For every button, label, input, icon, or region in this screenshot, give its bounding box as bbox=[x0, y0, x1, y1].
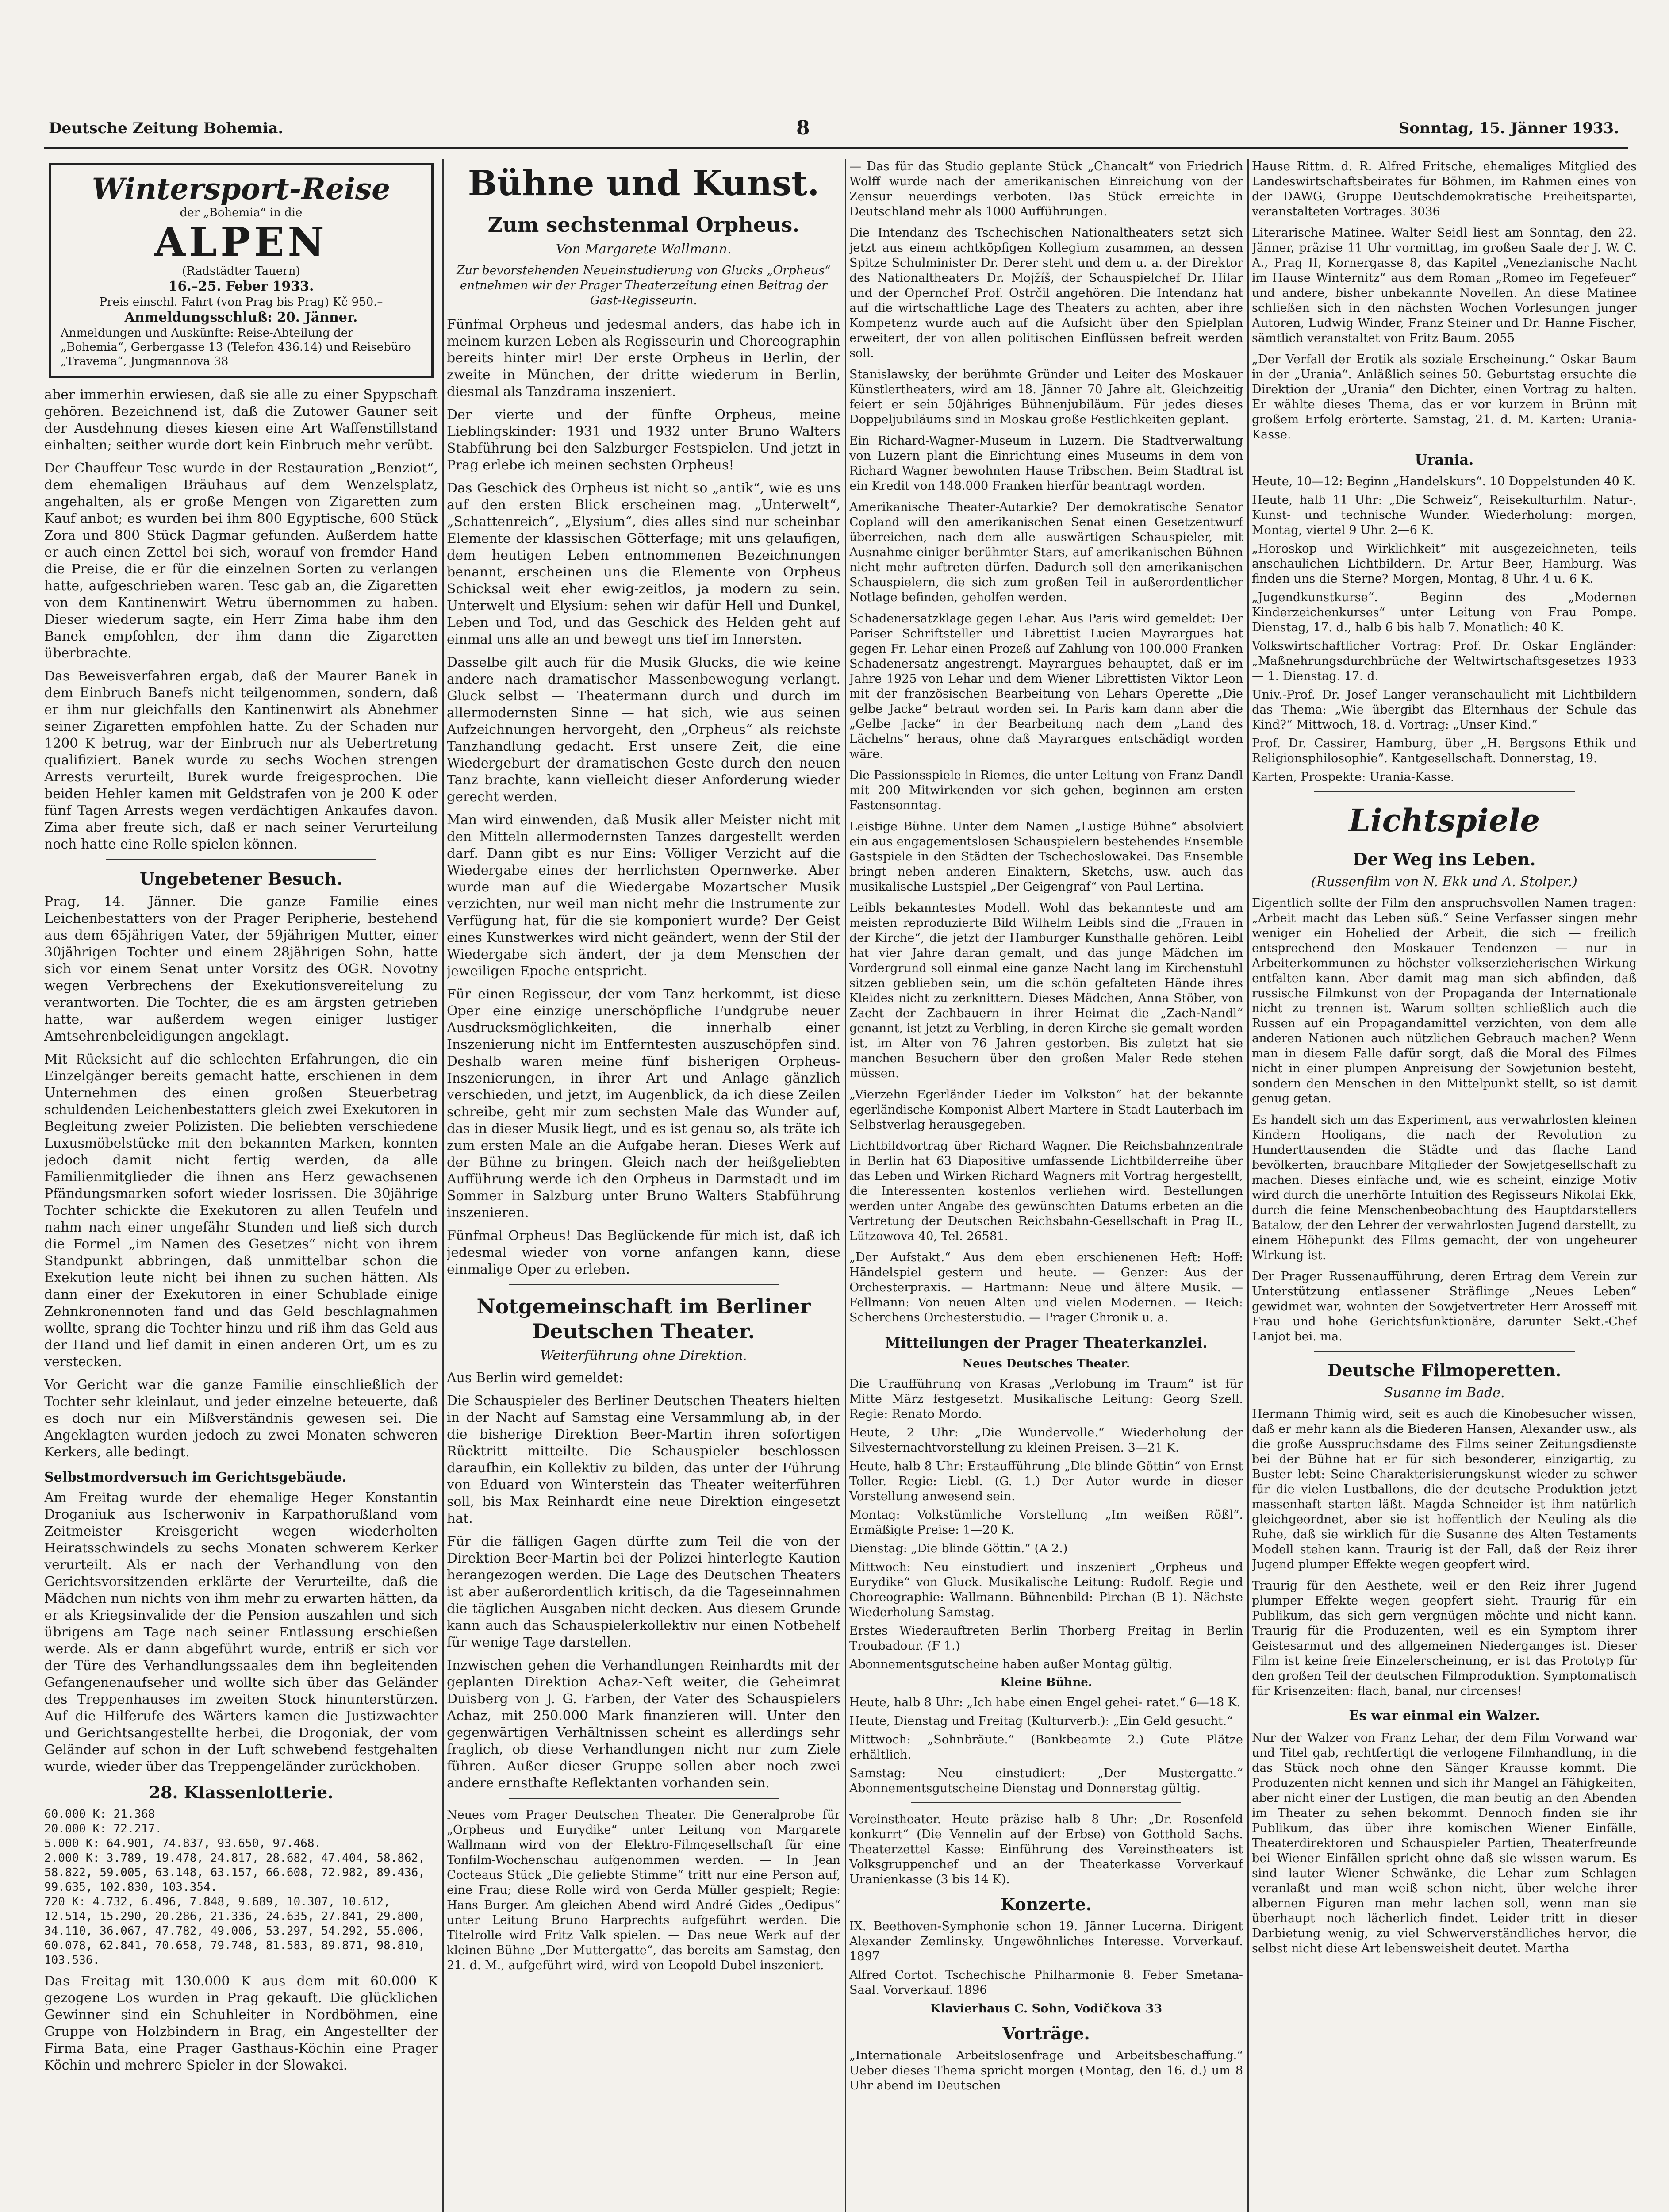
article-heading: Urania. bbox=[1415, 451, 1474, 468]
theater-listing: Montag: Volkstümliche Vorstellung „Im weißen Rößl“. Ermäßigte Preise: 1—20 K. bbox=[849, 1508, 1243, 1537]
news-item: „Internationale Arbeitslosenfrage und Arbeitsbeschaffung.“ Ueber dieses Thema spricht morgen (Montag, den 16. d.) um 8 Uhr abend im Deutschen bbox=[849, 2049, 1243, 2093]
theater-name: Kleine Bühne. bbox=[1000, 1676, 1092, 1689]
column-divider bbox=[442, 159, 444, 2212]
article-paragraph: Am Freitag wurde der ehemalige Heger Konstantin Droganiuk aus Ischerwoniv in Karpathorußland vom Zeitmeister Kreisgericht wegen wiederholten Heiratsschwindels zu sechs Monaten schwerem Kerker verurteilt. Als er nach der Verhandlung von den Gerichtsvorsitzenden erklärte der Verurteilte, daß die Mädchen nun nichts von ihm mehr zu erwarten hätten, da er als Kriegsinvalide der die Pension auszahlen und sich übrigens am Tage nach seiner Entlassung erschießen werde. Als er dann abgeführt wurde, entriß er sich vor der Türe des Verhandlungssaales dem ihn begleitenden Gefangenenaufseher und wollte sich über das Geländer des Treppenhauses im zweiten Stock hinunterstürzen. Auf die Hilferufe des Wärters kamen die Justizwachter und Gerichtsangestellte herbei, die Drogoniak, der vom Geländer auf schon in der Luft schwebend festgehalten wurde, wieder über das Treppengeländer zurückhoben. bbox=[44, 1490, 438, 1774]
news-item: „Der Verfall der Erotik als soziale Erscheinung.“ Oskar Baum in der „Urania“. Anläßlich seines 50. Geburtstag ersuchte die Direktion der „Urania“ den Dichter, einen Vortrag zu halten. Er wählte dieses Thema, das er vor kurzem in Brünn mit großem Erfolg erörterte. Samstag, 21. d. M. Karten: Urania-Kasse. bbox=[1252, 353, 1637, 442]
article-heading: Vorträge. bbox=[1002, 2024, 1090, 2043]
header-masthead: Deutsche Zeitung Bohemia. bbox=[49, 119, 284, 137]
ad-contact: Anmeldungen und Auskünfte: Reise-Abteilung der „Bohemia“, Gerbergasse 13 (Telefon 436.14) und Reisebüro „Travema“, Jungmannova 38 bbox=[61, 326, 411, 368]
urania-listing: Heute, halb 11 Uhr: „Die Schweiz“, Reisekulturfilm. Natur-, Kunst- und technische Wunder. Wiederholung: morgen, Montag, viertel 9 Uhr. 2—6 K. bbox=[1252, 493, 1637, 537]
article-subheading: Susanne im Bade. bbox=[1384, 1385, 1505, 1401]
news-item: Leibls bekanntestes Modell. Wohl das bekannteste und am meisten reproduzierte Bild Wilhelm Leibls sind die „Frauen in der Kirche“, die jetzt der Hamburger Kunsthalle gehören. Leibl hat vier Jahre daran gemalt, und das junge Mädchen im Vordergrund soll einmal eine ganze Nacht lang im Kirchenstuhl sitzen geblieben sein, um die schön gefalteten Hände ihres Kleides nicht zu zerknittern. Dieses Mädchen, Anna Stöber, von Zacht der Zachbauern in ihrer Heimat die „Zach-Nandl“ genannt, ist jetzt zu Verbling, in deren Kirche sie gemalt worden ist, im Alter von 76 Jahren gestorben. Bis zuletzt hat sie manchen Besuchern über den großen Maler Rede stehen müssen. bbox=[849, 901, 1243, 1080]
ad-dates: 16.–25. Feber 1933. bbox=[168, 279, 314, 294]
article-heading: Es war einmal ein Walzer. bbox=[1349, 1708, 1540, 1724]
news-item: Lichtbildvortrag über Richard Wagner. Die Reichsbahnzentrale in Berlin hat 63 Diapositive umfassende Lichtbilderreihe über das Leben und Wirken Richard Wagners mit Vortrag hergestellt, die Interessenten kostenlos verliehen wird. Bestellungen werden unter Angabe des gewünschten Datums erbeten an die Vertretung der Deutschen Reichsbahn-Gesellschaft in Prag II., Lützowova 40, Tel. 26581. bbox=[849, 1139, 1243, 1243]
column-3 bbox=[849, 159, 1243, 2212]
article-paragraph: Hermann Thimig wird, seit es auch die Kinobesucher wissen, daß er mehr kann als die Biederen Hansen, Alexander usw., als die große Ausspruchsdame des Films seiner Zeitungsdienste bei der Bühne hat er für sich besonderer, einzigartig, zu Buster lebt: Seine Charakterisierungskunst wieder zu schwer für die vielen Lustballons, die der deutsche Produktion jetzt massenhaft starten läßt. Magda Schneider ist ihm natürlich gleichgeordnet, aber sie ist hoffentlich der Neuling als die Ruhe, daß sie wirklich für die Susanne des Alten Testaments Modell stehen kann. Traurig ist der Fall, daß der Reiz ihrer Jugend plumper Effekte wegen geopfert wird. bbox=[1252, 1407, 1637, 1571]
ad-deadline: Anmeldungsschluß: 20. Jänner. bbox=[124, 310, 358, 325]
ad-line: der „Bohemia“ in die bbox=[180, 206, 303, 219]
theater-listing: Mittwoch: Neu einstudiert und inszeniert „Orpheus und Eurydike“ von Gluck. Musikalische Leitung: Rudolf. Regie und Choreographie: Wallmann. Bühnenbild: Pirchan (B 1). Nächste Wiederholung Samstag. bbox=[849, 1560, 1243, 1619]
article-heading: Konzerte. bbox=[1001, 1894, 1092, 1914]
column-4 bbox=[1252, 159, 1637, 2212]
article-heading: Mitteilungen der Prager Theaterkanzlei. bbox=[885, 1334, 1208, 1351]
theater-listing: Vereinstheater. Heute präzise halb 8 Uhr: „Dr. Rosenfeld konkurrt“ (Die Vennelin auf der Erbse) von Gotthold Sachs. Theaterzettel Kasse: Einführung des Vereinstheaters ist Volksgruppenchef und an der Theaterkasse Vorverkauf Uranienkasse (3 bis 14 K). bbox=[849, 1813, 1243, 1886]
newspaper-page bbox=[35, 18, 1637, 2212]
concert-listing: Alfred Cortot. Tschechische Philharmonie 8. Feber Smetana-Saal. Vorverkauf. 1896 bbox=[849, 1968, 1243, 1997]
article-paragraph: Traurig für den Aesthete, weil er den Reiz ihrer Jugend plumper Effekte wegen geopfert sieht. Traurig für ein Publikum, das sich gern vergnügen möchte und nicht kann. Traurig für die Produzenten, weil es ein Symptom ihrer Geistesarmut und des allgemeinen Niederganges ist. Dieser Film ist keine freie Einzelerscheinung, er ist das Prototyp für den großen Teil der deutschen Filmproduktion. Symptomatisch für Krisenzeiten: flach, banal, nur circenses! bbox=[1252, 1579, 1637, 1698]
article-heading: Zum sechstenmal Orpheus. bbox=[487, 213, 800, 237]
theater-listing: Die Uraufführung von Krasas „Verlobung im Traum“ ist für Mitte März festgesetzt. Musikalische Leitung: Georg Szell. Regie: Renato Mordo. bbox=[849, 1377, 1243, 1421]
theater-listing: Abonnementsgutscheine haben außer Montag gültig. bbox=[849, 1658, 1173, 1671]
theater-listing: Heute, halb 8 Uhr: „Ich habe einen Engel gehei- ratet.“ 6—18 K. bbox=[849, 1696, 1241, 1709]
article-paragraph: Neues vom Prager Deutschen Theater. Die Generalprobe für „Orpheus und Eurydike“ unter Leitung von Margarete Wallmann wird von der Elektro-Filmgesellschaft für eine Tonfilm-Wochenschau aufgenommen werden. — In Jean Cocteaus Stück „Die geliebte Stimme“ tritt nur eine Person auf, eine Frau; diese Rolle wird von Gerda Müller gespielt; Regie: Hans Burger. Am gleichen Abend wird André Gides „Oedipus“ unter Leitung Bruno Harprechts aufgeführt werden. Die Titelrolle wird Fritz Valk spielen. — Das neue Werk auf der kleinen Bühne „Der Muttergatte“, das bereits am Samstag, den 21. d. M., aufgeführt wird, wird von Leopold Dubel inszeniert. bbox=[447, 1808, 840, 1972]
article-paragraph: Das Freitag mit 130.000 K aus dem mit 60.000 K gezogene Los wurden in Prag gekauft. Die glücklichen Gewinner sind ein Schuhleiter in Nordböhmen, eine Gruppe von Holzbindern in Brag, ein Angestellter der Firma Bata, eine Prager Gasthaus-Köchin eine Prager Köchin und mehrere Spieler in der Slowakei. bbox=[44, 1974, 438, 2073]
ad-price: Preis einschl. Fahrt (von Prag bis Prag) Kč 950.– bbox=[99, 296, 383, 309]
news-item: Leistige Bühne. Unter dem Namen „Lustige Bühne“ absolviert ein aus engagementslosen Schauspielern bestehendes Ensemble Gastspiele in den Städten der Tschechoslowakei. Das Ensemble bringt neben anderen Einaktern, Sketchs, usw. auch das musikalische Lustspiel „Der Geigengraf“ von Paul Lertina. bbox=[849, 820, 1243, 894]
news-item: Literarische Matinee. Walter Seidl liest am Sonntag, den 22. Jänner, präzise 11 Uhr vormittag, im großen Saale der J. W. C. A., Prag II, Kornergasse 8, das Kapitel „Venezianische Nacht im Hause Winternitz“ aus dem Roman „Romeo im Fegefeuer“ und andere, bisher unbekannte Novellen. An diese Matinee schließen sich in den nächsten Wochen Vorlesungen junger Autoren, Ludwig Winder, Franz Steiner und Dr. Hanne Fischer, sämtlich veranstaltet von Fritz Baum. 2055 bbox=[1252, 226, 1637, 345]
concert-listing: Klavierhaus C. Sohn, Vodičkova 33 bbox=[930, 2002, 1163, 2016]
ad-destination: ALPEN bbox=[154, 219, 328, 265]
article-paragraph: Der Prager Russenaufführung, deren Ertrag dem Verein zur Unterstützung entlassener Sträflinge „Neues Leben“ gewidmet war, wohnten der Sowjetvertreter Herr Arosseff mit Frau und hohe Gerichtsfunktionäre, darunter Sekt.-Chef Lanjot bei. ma. bbox=[1252, 1270, 1637, 1344]
header-date: Sonntag, 15. Jänner 1933. bbox=[1398, 119, 1619, 137]
concert-listing: IX. Beethoven-Symphonie schon 19. Jänner Lucerna. Dirigent Alexander Zemlinsky. Ungewöhnliches Interesse. Vorverkauf. 1897 bbox=[849, 1920, 1243, 1963]
news-item: Die Passionsspiele in Riemes, die unter Leitung von Franz Dandl mit 200 Mitwirkenden vor sich gehen, beginnen am ersten Fastensonntag. bbox=[849, 768, 1243, 812]
article-paragraph: Nur der Walzer von Franz Lehar, der dem Film Vorwand war und Titel gab, rechtfertigt die verlogene Filmhandlung, in die das Stück noch ohne den Sänger Krausse kommt. Die Produzenten nicht kennen und sich ihr Mangel an Fähigkeiten, aber nicht einer der Lustigen, die man beutig an den Abenden im Theater zu sehen bekommt. Dennoch finden sie ihr Publikum, das über ihre komischen Wiener Einfälle, Theaterdirektoren und Schauspieler Partien, Theaterfreunde bei Wiener Einfällen spricht ohne daß sie wissen warum. Es sind lauter Wiener Schwänke, die Lehar zum Schlagen veranlaßt und man weiß schon nicht, über welche ihrer albernen Figuren man mehr lachen soll, wenn man sie überhaupt noch lächerlich findet. Leider tritt in dieser Darbietung wenig, zu viel Schwerverständliches hervor, die selbst nicht diese Art lebensweisheit deutet. Martha bbox=[1252, 1731, 1637, 1955]
article-paragraph: Dasselbe gilt auch für die Musik Glucks, die wie keine andere nach dramatischer Massenbewegung verlangt. Gluck selbst — Theatermann durch und durch im allermodernsten Sinne — hat sich, wie aus seinen Aufzeichnungen hervorgeht, den „Orpheus“ als reichste Tanzhandlung gedacht. Erst unsere Zeit, die eine Wiedergeburt der dramatischen Geste durch den neuen Tanz brachte, kann vielleicht dieser Anforderung wieder gerecht werden. bbox=[447, 655, 840, 805]
article-paragraph: Fünfmal Orpheus und jedesmal anders, das habe ich in meinem kurzen Leben als Regisseurin und Choreographin bereits hinter mir! Der erste Orpheus in Berlin, der zweite in München, der dritte wiederum in Berlin, diesmal als Tanzdrama inszeniert. bbox=[447, 317, 840, 399]
article-paragraph: Für einen Regisseur, der vom Tanz herkommt, ist diese Oper eine einzige unerschöpfliche Fundgrube neuer Ausdrucksmöglichkeiten, die innerhalb einer Inszenierung nicht im Entferntesten auszuschöpfen sind. Deshalb waren meine fünf bisherigen Orpheus-Inszenierungen, in ihrer Art und Anlage gänzlich verschieden, und jetzt, im Augenblick, da ich diese Zeilen schreibe, geht mir zum sechsten Male das Wunder auf, das in dieser Musik liegt, und es ist genau so, als träte ich zum ersten Male an die Aufgabe heran. Dieses Werk auf der Bühne zu bringen. Gleich nach der heißgeliebten Aufführung werde ich den Orpheus in Darmstadt und im Sommer in Salzburg unter Bruno Walters Stabführung inszenieren. bbox=[447, 987, 840, 1221]
column-divider bbox=[845, 159, 846, 2212]
article-paragraph: Es handelt sich um das Experiment, aus verwahrlosten kleinen Kindern Hooligans, die nach der Revolution zu Hunderttausenden die Städte und das flache Land bevölkerten, brauchbare Mitglieder der Sowjetgesellschaft zu machen. Dieses einfache und, wie es scheint, einzige Motiv wird durch die unerhörte Intuition des Regisseurs Nikolai Ekk, durch die feine Menschenbeobachtung des Hauptdarstellers Batalow, der den Lehrer der verwahrlosten Jugend darstellt, zu einem Höhepunkt des Films gemacht, der von ungeheurer Wirkung ist. bbox=[1252, 1113, 1637, 1262]
article-paragraph: Mit Rücksicht auf die schlechten Erfahrungen, die ein Einzelgänger bereits gemacht hatte, erschienen in dem Unternehmen des einen großen Steuerbetrag schuldenden Leichenbestatters gleich zwei Exekutoren in Begleitung zweier Polizisten. Die beliebten verschiedene Luxusmöbelstücke mit den bekannten Marken, konnten jedoch damit nicht fertig werden, da alle Familienmitglieder die ihnen ans Herz gewachsenen Pfändungsmarken sofort wieder losrissen. Die 30jährige Tochter schickte die Exekutoren zu allen Teufeln und nahm nach einer ungefähr Stunden und ließ sich durch die Formel „im Namen des Gesetzes“ nicht von ihrem Standpunkt abbringen, daß unmittelbar schon die Exekution leute nicht bei ihnen zu suchen hätten. Als dann einer der Exekutoren in einer Schublade einige Zehnkronennoten fand und das Geld beschlagnahmen wollte, sprang die Tochter hinzu und riß ihm das Geld aus der Hand und lief damit in einen anderen Ort, um es zu verstecken. bbox=[44, 1052, 438, 1370]
article-heading: Der Weg ins Leben. bbox=[1353, 849, 1536, 869]
article-subheading: Weiterführung ohne Direktion. bbox=[540, 1348, 747, 1363]
section-separator bbox=[911, 1802, 1181, 1803]
theater-listing: Heute, Dienstag und Freitag (Kulturverb.): „Ein Geld gesucht.“ bbox=[849, 1714, 1233, 1728]
news-item: Die Intendanz des Tschechischen Nationaltheaters setzt sich jetzt aus einem achtköpfigen Kollegium zusammen, an dessen Spitze Schulminister Dr. Derer steht und dem u. a. der Direktor des Nationaltheaters Dr. Mojžíš, der Schauspielchef Dr. Hilar und der Opernchef Prof. Ostrčil angehören. Die Intendanz hat auf die wirtschaftliche Lage des Theaters zu achten, aber ihre Kompetenz wurde auch auf die Aufsicht über den Spielplan erweitert, der von allen politischen Einflüssen befreit werden soll. bbox=[849, 226, 1243, 360]
ad-title: Wintersport-Reise bbox=[92, 172, 391, 206]
article-paragraph: Aus Berlin wird gemeldet: bbox=[447, 1370, 623, 1386]
news-item: Ein Richard-Wagner-Museum in Luzern. Die Stadtverwaltung von Luzern plant die Einrichtung eines Museums in dem von Richard Wagner bewohnten Hause Tribschen. Beim Stadtrat ist ein Kredit von 148.000 Franken hierfür beantragt worden. bbox=[849, 434, 1243, 493]
section-separator bbox=[509, 1798, 779, 1799]
article-heading: 28. Klassenlotterie. bbox=[149, 1782, 334, 1802]
article-paragraph: Für die fälligen Gagen dürfte zum Teil die von der Direktion Beer-Martin bei der Polizei hinterlegte Kaution herangezogen werden. Die Lage des Deutschen Theaters ist aber außerordentlich kritisch, da die Tageseinnahmen die täglichen Ausgaben nicht decken. Aus diesem Grunde kann auch das Schauspielerkollektiv nur einen Notbehelf für wenige Tage darstellen. bbox=[447, 1534, 840, 1650]
urania-listing: Univ.-Prof. Dr. Josef Langer veranschaulicht mit Lichtbildern das Thema: „Wie übergibt das Elternhaus der Schule das Kind?“ Mittwoch, 18. d. Vortrag: „Unser Kind.“ bbox=[1252, 688, 1637, 732]
article-subheading: (Russenfilm von N. Ekk und A. Stolper.) bbox=[1311, 874, 1577, 890]
news-item: Stanislawsky, der berühmte Gründer und Leiter des Moskauer Künstlertheaters, wird am 18. Jänner 70 Jahre alt. Gleichzeitig feiert er sein 50jähriges Bühnenjubiläum. Für jedes dieses Doppeljubiläums sind in Moskau große Festlichkeiten geplant. bbox=[849, 368, 1243, 426]
wintersport-ad bbox=[49, 163, 434, 378]
article-paragraph: Prag, 14. Jänner. Die ganze Familie eines Leichenbestatters von der Prager Peripherie, bestehend aus dem 65jährigen Vater, der 59jährigen Mutter, einer 30jährigen Tochter und einem 28jährigen Sohn, hatte sich vor einem Senat unter Vorsitz des OGR. Novotny wegen Verbrechens der Exekutionsvereitelung zu verantworten. Die Tochter, die es am ärgsten getrieben hatte, war außerdem wegen einiger lustiger Amtsehrenbeleidigungen angeklagt. bbox=[44, 894, 438, 1044]
urania-listing: Volkswirtschaftlicher Vortrag: Prof. Dr. Oskar Engländer: „Maßnehrungsdurchbrüche der Weltwirtschaftsgesetzes 1933 — 1. Dienstag. 17. d. bbox=[1252, 639, 1637, 683]
theater-listing: Mittwoch: „Sohnbräute.“ (Bankbeamte 2.) Gute Plätze erhältlich. bbox=[849, 1733, 1243, 1762]
article-paragraph: Das Beweisverfahren ergab, daß der Maurer Banek in dem Einbruch Banefs nicht teilgenommen, sondern, daß er ihm nur gleichfalls den Kantinenwirt als Abnehmer seiner Zigaretten empfohlen hatte. Zu der Schaden nur 1200 K betrug, war der Einbruch nur als Uebertretung qualifiziert. Banek wurde zu sechs Wochen strengen Arrests verurteilt, Burek wurde freigesprochen. Die beiden Hehler kamen mit Geldstrafen von je 200 K oder fünf Tagen Arrests wegen verdächtigen Ankaufes davon. Zima aber freute sich, daß er nach seiner Verurteilung noch hatte eine Rolle spielen können. bbox=[44, 668, 438, 852]
article-paragraph: aber immerhin erwiesen, daß sie alle zu einer Spypschaft gehören. Bezeichnend ist, daß die Zutower Gauner seit der Ausdehnung dieses kiesen eine Art Waffenstillstand einhalten; seither wurde dort kein Einbruch mehr verübt. bbox=[44, 387, 438, 453]
article-heading: Selbstmordversuch im Gerichtsgebäude. bbox=[44, 1470, 347, 1485]
theater-listing: Samstag: Neu einstudiert: „Der Mustergatte.“ Abonnementsgutscheine Dienstag und Donnerstag gültig. bbox=[849, 1767, 1243, 1795]
news-item: Hause Rittm. d. R. Alfred Fritsche, ehemaliges Mitglied des Landeswirtschaftsbeirates für Böhmen, im Rahmen eines von der DAWG, Gruppe Deutschdemokratische Freiheitspartei, veranstalteten Vortrages. 3036 bbox=[1252, 160, 1637, 219]
news-item: Schadenersatzklage gegen Lehar. Aus Paris wird gemeldet: Der Pariser Schriftsteller und Librettist Lucien Mayrargues hat gegen Fr. Lehar einen Prozeß auf Zahlung von 100.000 Franken Schadenersatz angestrengt. Mayrargues behauptet, daß er im Jahre 1925 von Lehar und dem Wiener Librettisten Viktor Leon mit der französischen Bearbeitung von Lehars Operette „Die gelbe Jacke“ betraut worden sei. In Paris kam dann aber die „Gelbe Jacke“ in der Bearbeitung nach dem „Land des Lächelns“ heraus, ohne daß Mayrargues entschädigt worden wäre. bbox=[849, 612, 1243, 761]
theater-name: Neues Deutsches Theater. bbox=[962, 1357, 1130, 1371]
urania-listing: Heute, 10—12: Beginn „Handelskurs“. 10 Doppelstunden 40 K. bbox=[1252, 475, 1636, 488]
page-header bbox=[35, 119, 1637, 146]
article-heading: Notgemeinschaft im Berliner Deutschen Theater. bbox=[476, 1294, 811, 1343]
section-separator bbox=[1314, 1351, 1575, 1352]
article-paragraph: Der vierte und der fünfte Orpheus, meine Lieblingskinder: 1931 und 1932 unter Bruno Walters Stabführung bei den Salzburger Festspielen. Und jetzt in Prag erlebe ich meinen sechsten Orpheus! bbox=[447, 407, 840, 473]
urania-listing: „Horoskop und Wirklichkeit“ mit ausgezeichneten, teils anschaulichen Lichtbildern. Dr. Artur Beer, Hamburg. Was finden uns die Sterne? Morgen, Montag, 8 Uhr. 4 u. 6 K. bbox=[1252, 542, 1637, 586]
header-rule bbox=[44, 147, 1628, 149]
news-item: — Das für das Studio geplante Stück „Chancalt“ von Friedrich Wolff wurde nach der amerikanischen Einreichung von der Zensur neuerdings verboten. Das Stück erreichte in Deutschland mehr als 1000 Aufführungen. bbox=[849, 160, 1243, 219]
header-page-number: 8 bbox=[796, 117, 810, 139]
article-paragraph: Man wird einwenden, daß Musik aller Meister nicht mit den Mitteln allermodernsten Tanzes dargestellt werden darf. Dann gibt es nur Eins: Völliger Verzicht auf die Wiedergabe eines der herrlichsten Opernwerke. Aber wurde man auf die Wiedergabe Mozartscher Musik verzichten, nur weil man nicht mehr die Instrumente zur Verfügung hat, für die sie komponiert wurde? Der Geist eines Kunstwerkes wird nicht geändert, wenn der Stil der Wiedergabe sich ändert, der ja dem Menschen der jeweiligen Epoche entspricht. bbox=[447, 812, 840, 979]
news-item: „Vierzehn Egerländer Lieder im Volkston“ hat der bekannte egerländische Komponist Albert Martere in Stadt Lauterbach im Selbstverlag herausgegeben. bbox=[849, 1088, 1243, 1132]
urania-listing: Prof. Dr. Cassirer, Hamburg, über „H. Bergsons Ethik und Religionsphilosophie“. Kantgesellschaft. Donnerstag, 19. bbox=[1252, 737, 1637, 765]
article-paragraph: Eigentlich sollte der Film den anspruchsvollen Namen tragen: „Arbeit macht das Leben süß.“ Seine Verfasser singen mehr weniger ein Hohelied der Arbeit, die sich — freilich entsprechend den Moskauer Tendenzen — nur in Arbeiterkommunen zu höchster volkserzieherischen Wirkung entfalten kann. Aber damit mag man sich abfinden, daß russische Filmkunst von der Propaganda der Internationale nicht zu trennen ist. Warum sollten schließlich auch die Russen auf ein Propagandamittel verzichten, von dem alle anderen Nationen auch nützlichen Gebrauch machen? Wenn man in diesem Falle dafür sorgt, daß die Moral des Filmes nicht in einer plumpen Anpreisung der Sowjetunion besteht, sondern den Menschen in den Mittelpunkt stellt, so ist damit genug getan. bbox=[1252, 896, 1637, 1106]
article-paragraph: Das Geschick des Orpheus ist nicht so „antik“, wie es uns auf den ersten Blick erscheinen mag. „Unterwelt“, „Schattenreich“, „Elysium“, dies alles sind nur scheinbar Elemente der klassischen Götterfage; mit uns gelaufigen, dem heutigen Leben entnommenen Bezeichnungen benannt, erscheinen uns die Elemente von Orpheus Schicksal weit eher ewig-zeitlos, ja modern zu sein. Unterwelt und Elysium: sehen wir dafür Hell und Dunkel, Leben und Tod, und das Geschick des Helden geht auf einmal uns alle an und bewegt uns tief im Innersten. bbox=[447, 480, 840, 647]
article-intro: Zur bevorstehenden Neueinstudierung von Glucks „Orpheus“ entnehmen wir der Prager Theaterzeitung einen Beitrag der Gast-Regisseurin. bbox=[456, 264, 831, 307]
column-2 bbox=[447, 159, 840, 2212]
article-paragraph: Fünfmal Orpheus! Das Beglückende für mich ist, daß ich jedesmal wieder von vorne anfangen kann, diese einmalige Oper zu erleben. bbox=[447, 1228, 840, 1277]
section-separator bbox=[509, 1284, 779, 1285]
article-author: Von Margarete Wallmann. bbox=[556, 242, 732, 257]
theater-listing: Heute, halb 8 Uhr: Erstaufführung „Die blinde Göttin“ von Ernst Toller. Regie: Liebl. (G. 1.) Der Autor wurde in dieser Vorstellung anwesend sein. bbox=[849, 1459, 1243, 1503]
lottery-results: 60.000 K: 21.368 20.000 K: 72.217. 5.000 K: 64.901, 74.837, 93.650, 97.468. 2.000 K: 3.789, 19.478, 24.817, 28.682, 47.404, 58.862, 58.822, 59.005, 63.148, 63.157, 66.608, 72.982, 89.436, 99.635, 102.830, 103.354. 720 K: 4.732, 6.496, 7.848, 9.689, 10.307, 10.612, 12.514, 15.290, 20.286, 21.336, 24.635, 27.841, 29.800, 34.110, 36.067, 47.782, 49.006, 53.297, 54.292, 55.006, 60.078, 62.841, 70.658, 79.748, 81.583, 89.871, 98.810, 103.536. bbox=[44, 1808, 425, 1967]
theater-listing: Dienstag: „Die blinde Göttin.“ (A 2.) bbox=[849, 1542, 1068, 1555]
urania-listing: Karten, Prospekte: Urania-Kasse. bbox=[1252, 770, 1454, 784]
section-title: Lichtspiele bbox=[1348, 802, 1540, 839]
column-1 bbox=[44, 159, 438, 2212]
section-title: Bühne und Kunst. bbox=[468, 163, 820, 204]
article-heading: Deutsche Filmoperetten. bbox=[1327, 1360, 1562, 1380]
article-paragraph: Der Chauffeur Tesc wurde in der Restauration „Benziot“, dem ehemaligen Bräuhaus auf dem Wenzelsplatz, angehalten, als er große Mengen von Zigaretten zum Kauf anbot; es wurden bei ihm 800 Egyptische, 600 Stück Zora und 800 Stück Dagmar gefunden. Außerdem hatte er auch einen Zettel bei sich, worauf von fremder Hand die Preise, die er für die einzelnen Sorten zu verlangen hatte, aufgeschrieben waren. Tesc gab an, die Zigaretten von dem Kantinenwirt Wetru übernommen zu haben. Dieser wiederum sagte, ein Herr Zima habe ihm den Banek empfohlen, der ihm dann die Zigaretten überbrachte. bbox=[44, 461, 438, 661]
article-paragraph: Inzwischen gehen die Verhandlungen Reinhardts mit der geplanten Direktion Achaz-Neft weiter, die Geheimrat Duisberg von J. G. Farben, der Vater des Schauspielers Achaz, mit 250.000 Mark finanzieren will. Unter den gegenwärtigen Verhältnissen scheint es allerdings sehr fraglich, ob diese Verhandlungen nicht nur zum Ziele führen. Außer dieser Gruppe sollen aber noch zwei andere ernsthafte Reflektanten vorhanden sein. bbox=[447, 1658, 840, 1791]
news-item: „Der Aufstakt.“ Aus dem eben erschienenen Heft: Hoff: Händelspiel gestern und heute. — Genzer: Aus der Orchesterpraxis. — Hartmann: Neue und ältere Musik. — Fellmann: Von neuen Alten und vielen Modernen. — Reich: Scherchens Orchesterstudio. — Prager Chronik u. a. bbox=[849, 1251, 1243, 1325]
article-paragraph: Vor Gericht war die ganze Familie einschließlich der Tochter sehr kleinlaut, und jeder einzelne beteuerte, daß es doch nur ein Mißverständnis gewesen sei. Die Angeklagten wurden jedoch zu zwei Monaten schweren Kerkers, alle bedingt. bbox=[44, 1377, 438, 1460]
section-separator bbox=[106, 859, 376, 860]
theater-listing: Heute, 2 Uhr: „Die Wundervolle.“ Wiederholung der Silvesternachtvorstellung zu kleinen Preisen. 3—21 K. bbox=[849, 1426, 1243, 1455]
news-item: Amerikanische Theater-Autarkie? Der demokratische Senator Copland will den amerikanischen Senat einen Gesetzentwurf überreichen, nach dem alle auswärtigen Schauspieler, mit Ausnahme einiger berühmter Stars, auf amerikanischen Bühnen nicht mehr auftreten dürfen. Dadurch soll den amerikanischen Schauspielern, die sich zum großen Teil in außerordentlicher Notlage befinden, geholfen werden. bbox=[849, 500, 1243, 604]
article-heading: Ungebetener Besuch. bbox=[139, 869, 343, 889]
urania-listing: „Jugendkunstkurse“. Beginn des „Modernen Kinderzeichenkurses“ unter Leitung von Frau Pompe. Dienstag, 17. d., halb 6 bis halb 7. Monatlich: 40 K. bbox=[1252, 591, 1637, 634]
section-separator bbox=[1314, 791, 1575, 792]
column-divider bbox=[1247, 159, 1249, 2212]
ad-region: (Radstädter Tauern) bbox=[182, 265, 300, 278]
article-paragraph: Die Schauspieler des Berliner Deutschen Theaters hielten in der Nacht auf Samstag eine Versammlung ab, in der die bisherige Direktion Beer-Martin ihren sofortigen Rücktritt mitteilte. Die Schauspieler beschlossen daraufhin, ein Kollektiv zu bilden, das unter der Führung von Eduard von Winterstein das Theater weiterführen soll, bis Max Reinhardt eine neue Direktion eingesetzt hat. bbox=[447, 1393, 840, 1526]
theater-listing: Erstes Wiederauftreten Berlin Thorberg Freitag in Berlin Troubadour. (F 1.) bbox=[849, 1624, 1243, 1653]
